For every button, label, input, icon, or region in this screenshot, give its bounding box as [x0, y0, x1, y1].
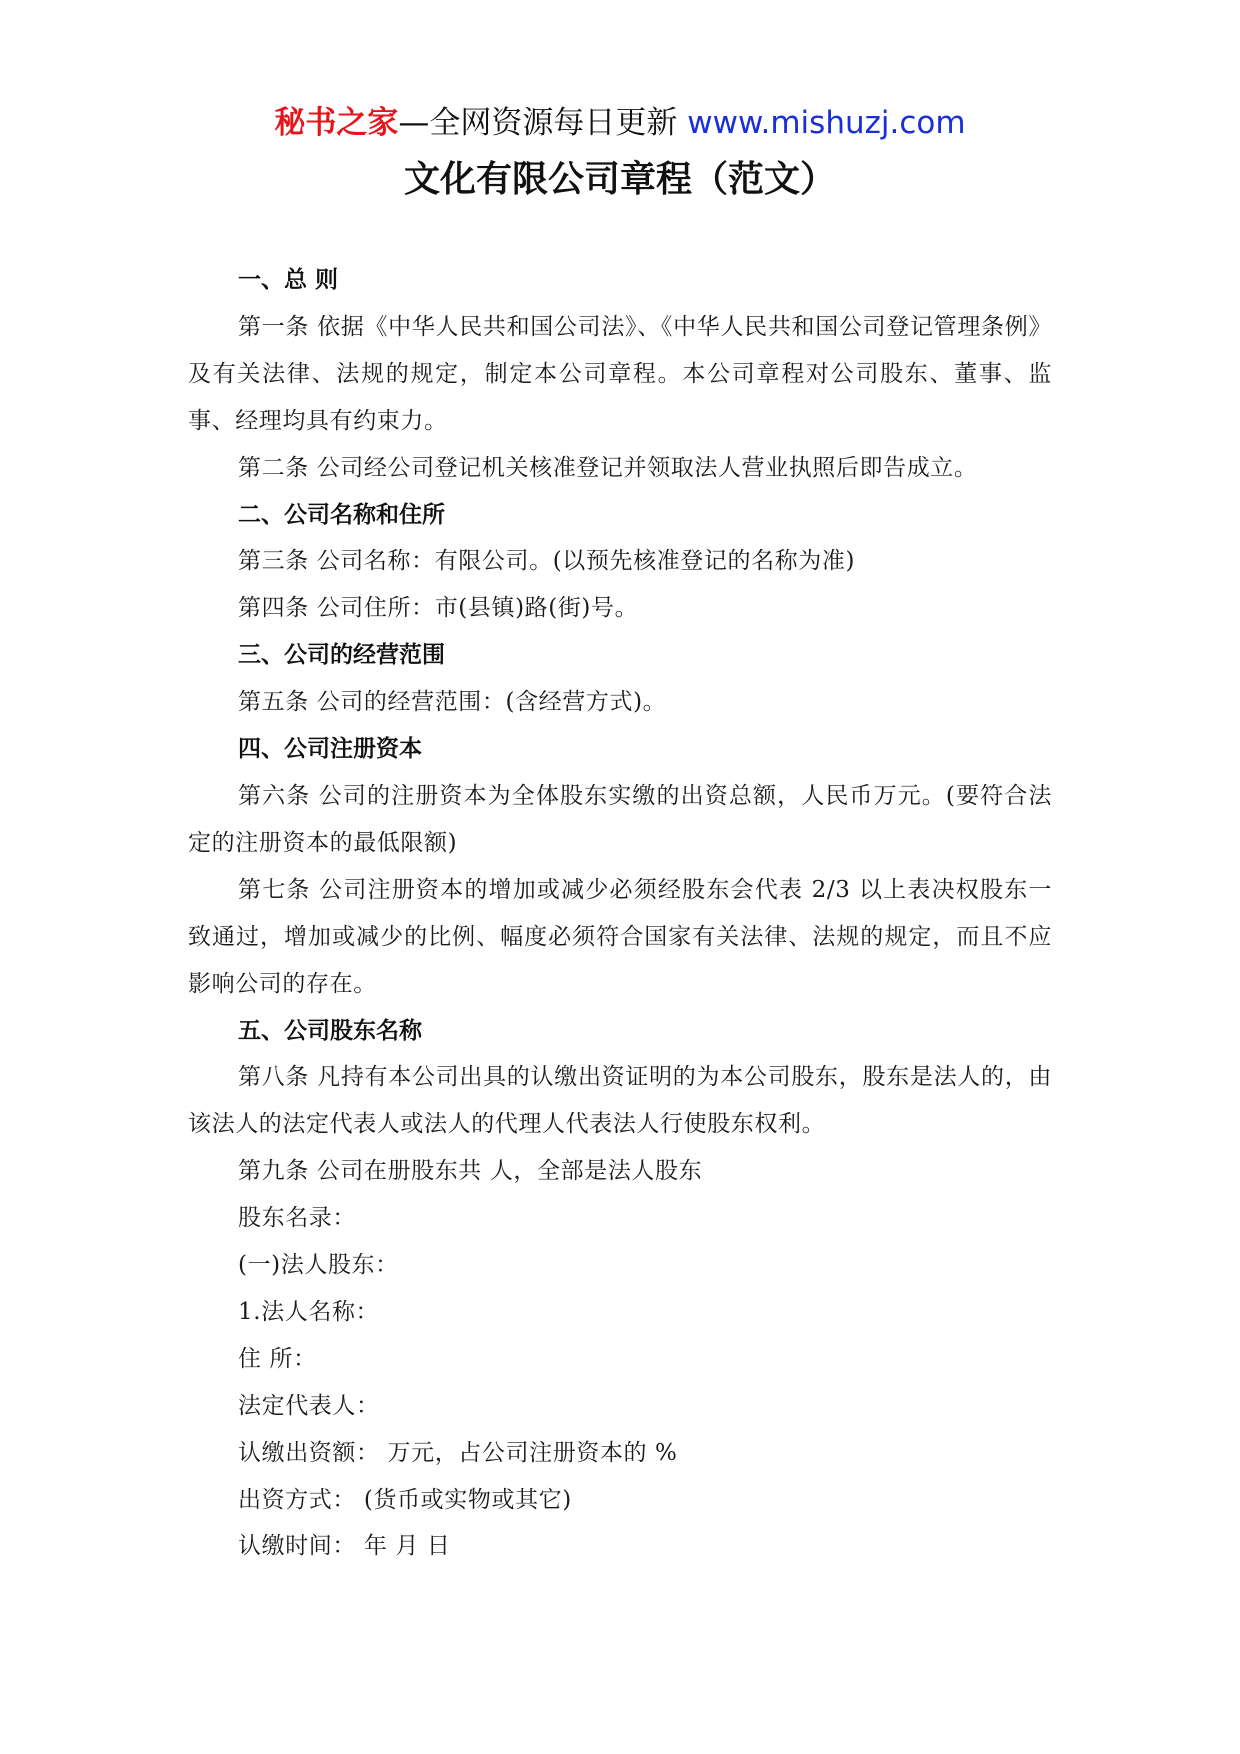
section-heading-general: 一、总 则: [238, 267, 339, 293]
article-6: 第六条 公司的注册资本为全体股东实缴的出资总额，人民币万元。(要符合法定的注册资本的最低限额): [188, 782, 1052, 856]
address-field: 住 所：: [238, 1345, 317, 1372]
article-1: 第一条 依据《中华人民共和国公司法》、《中华人民共和国公司登记管理条例》及有关法律、法规的规定，制定本公司章程。本公司章程对公司股东、董事、监事、经理均具有约束力。: [188, 313, 1052, 434]
site-banner: [0, 103, 1240, 143]
subscribed-amount-field: 认缴出资额： 万元，占公司注册资本的 %: [238, 1439, 678, 1466]
subscription-date-field: 认缴时间： 年 月 日: [238, 1533, 451, 1560]
section-heading-registered-capital: 四、公司注册资本: [238, 736, 422, 763]
article-5: 第五条 公司的经营范围：(含经营方式)。: [238, 689, 667, 716]
legal-representative-field: 法定代表人：: [238, 1392, 380, 1419]
section-heading-name-address: 二、公司名称和住所: [238, 501, 445, 528]
section-heading-shareholders: 五、公司股东名称: [238, 1017, 422, 1044]
article-7: 第七条 公司注册资本的增加或减少必须经股东会代表 2/3 以上表决权股东一致通过，增加或减少的比例、幅度必须符合国家有关法律、法规的规定，而且不应影响公司的存在。: [188, 876, 1052, 997]
section-heading-business-scope: 三、公司的经营范围: [238, 642, 445, 669]
article-2: 第二条 公司经公司登记机关核准登记并领取法人营业执照后即告成立。: [238, 454, 978, 481]
document-title: 文化有限公司章程（范文）: [403, 159, 836, 200]
document-body: [188, 257, 1052, 1570]
article-4: 第四条 公司住所：市(县镇)路(街)号。: [238, 595, 639, 622]
article-8: 第八条 凡持有本公司出具的认缴出资证明的为本公司股东，股东是法人的，由该法人的法定代表人或法人的代理人代表法人行使股东权利。: [188, 1064, 1052, 1138]
banner-url-link[interactable]: www.mishuzj.com: [687, 105, 966, 141]
shareholder-roster-label: 股东名录：: [238, 1205, 356, 1232]
article-3: 第三条 公司名称：有限公司。(以预先核准登记的名称为准): [238, 548, 856, 575]
banner-brand: 秘书之家: [274, 105, 399, 141]
banner-slogan: —全网资源每日更新: [398, 105, 688, 141]
legal-person-name-field: 1.法人名称：: [238, 1298, 380, 1325]
contribution-method-field: 出资方式： (货币或实物或其它): [238, 1486, 572, 1513]
article-9: 第九条 公司在册股东共 人，全部是法人股东: [238, 1158, 703, 1185]
legal-shareholder-group-label: (一)法人股东：: [238, 1252, 399, 1279]
